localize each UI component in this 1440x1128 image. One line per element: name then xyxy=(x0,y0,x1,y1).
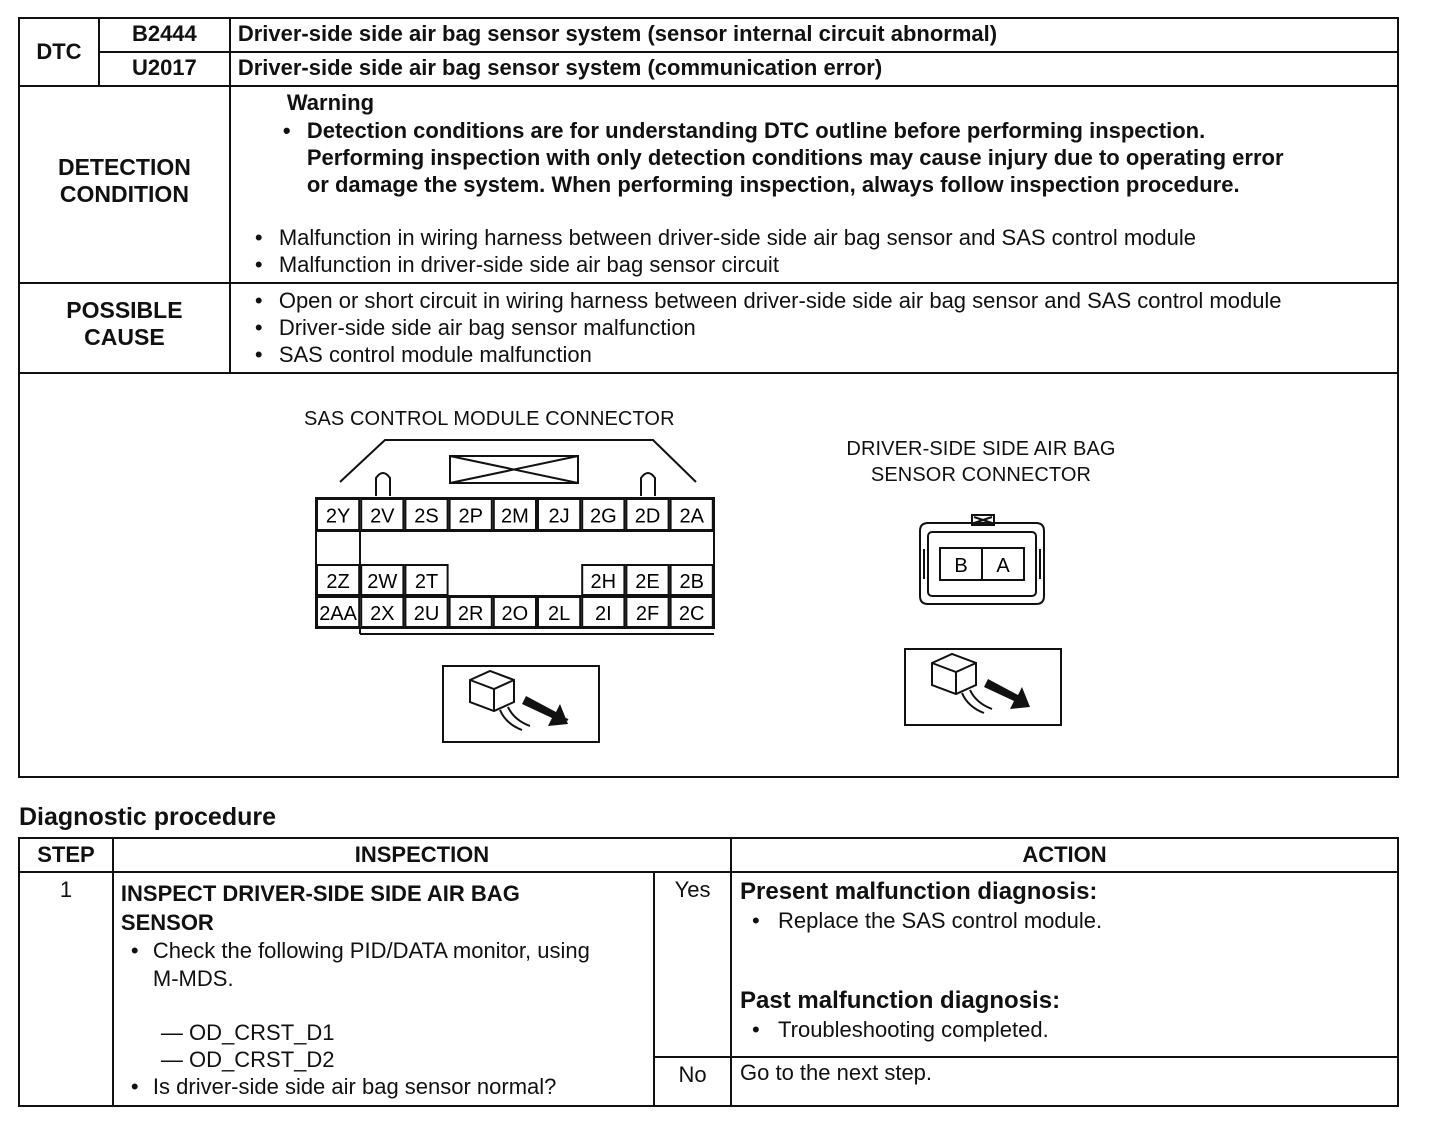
pid-item: — OD_CRST_D2 xyxy=(160,1047,335,1072)
sas-pin-label: 2I xyxy=(594,603,612,625)
detection-item: • Malfunction in wiring harness between driver-side side air bag sensor and SAS control module xyxy=(249,224,1397,251)
sas-guide-post-left xyxy=(376,473,390,496)
sas-pin-label: 2U xyxy=(413,603,440,625)
inspection-list xyxy=(121,937,647,993)
detection-list xyxy=(231,224,1397,282)
connector-figure xyxy=(19,373,1398,777)
sas-pin-label: 2F xyxy=(635,603,660,625)
inspection-title xyxy=(121,879,647,937)
sas-connector-diagram xyxy=(20,374,1398,778)
inspection-title-line2: SENSOR xyxy=(120,910,214,935)
sensor-caption-line2: SENSOR CONNECTOR xyxy=(870,464,1092,486)
sas-pin-label: 2L xyxy=(547,603,571,625)
dtc-label: DTC xyxy=(19,18,99,86)
sas-pin-label: 2R xyxy=(457,603,484,625)
sas-pin-label: 2W xyxy=(367,571,398,593)
sas-pin-label: 2O xyxy=(501,603,529,625)
warning-title: Warning xyxy=(286,90,375,115)
cause-item: • Driver-side side air bag sensor malfunction xyxy=(249,314,1397,341)
no-label: No xyxy=(654,1057,731,1106)
sas-pin-label: 2E xyxy=(635,571,660,593)
sas-pin-label: 2P xyxy=(458,505,483,528)
sas-pin-label: 2T xyxy=(414,571,439,593)
dtc-code: B2444 xyxy=(99,18,230,52)
sensor-pin-b: B xyxy=(954,555,968,577)
sensor-pin-a: A xyxy=(996,555,1010,577)
cause-item: • Open or short circuit in wiring harness between driver-side side air bag sensor and SAS control module xyxy=(249,287,1397,314)
sensor-connector-diagram xyxy=(920,515,1044,604)
past-diagnosis-list xyxy=(740,1016,1389,1043)
sas-pin-label: 2H xyxy=(590,571,617,593)
sas-pin-label: 2AA xyxy=(319,603,358,625)
present-diagnosis-item: • Replace the SAS control module. xyxy=(740,907,1389,934)
warning-line: • Detection conditions are for understanding DTC outline before performing inspection. xyxy=(306,118,1206,143)
dtc-row xyxy=(19,18,1398,52)
past-diagnosis-item: • Troubleshooting completed. xyxy=(740,1016,1389,1043)
sas-guide-post-right xyxy=(641,473,655,496)
cause-label-line1: POSSIBLE xyxy=(66,297,183,323)
sas-pin-label: 2S xyxy=(414,505,439,528)
inspection-title-line1: INSPECT DRIVER-SIDE SIDE AIR BAG xyxy=(120,881,520,906)
dtc-description: Driver-side side air bag sensor system (communication error) xyxy=(230,52,1398,86)
procedure-header-row xyxy=(19,838,1398,872)
sas-pin-label: 2M xyxy=(501,505,529,528)
yes-action xyxy=(731,872,1398,1057)
cause-row xyxy=(19,283,1398,373)
warning-line: or damage the system. When performing inspection, always follow inspection procedure. xyxy=(306,172,1240,197)
detection-label-line2: CONDITION xyxy=(59,180,189,207)
sas-pin-label: 2J xyxy=(548,505,570,528)
inspection-list xyxy=(121,1073,647,1105)
inspection-item-line: M-MDS. xyxy=(152,966,234,991)
detection-content xyxy=(230,86,1398,283)
yes-label: Yes xyxy=(654,872,731,1057)
dtc-description: Driver-side side air bag sensor system (sensor internal circuit abnormal) xyxy=(230,18,1398,52)
step-number: 1 xyxy=(19,872,113,1106)
sas-pin-label: 2Y xyxy=(325,505,351,528)
warning-line: Performing inspection with only detection conditions may cause injury due to operating error xyxy=(306,145,1284,170)
detection-label xyxy=(19,86,230,283)
warning-item xyxy=(277,117,1387,198)
sensor-caption-line1: DRIVER-SIDE SIDE AIR BAG xyxy=(846,438,1116,460)
cause-item: • SAS control module malfunction xyxy=(249,341,1397,368)
dtc-code: U2017 xyxy=(99,52,230,86)
terminal-view-icon xyxy=(905,649,1061,725)
inspection-item-line: • Check the following PID/DATA monitor, using xyxy=(152,938,590,963)
sas-pin-label: 2C xyxy=(678,603,705,625)
past-diagnosis-title: Past malfunction diagnosis: xyxy=(740,987,1061,1014)
dtc-row xyxy=(19,52,1398,86)
cause-content xyxy=(230,283,1398,373)
no-action: Go to the next step. xyxy=(731,1057,1398,1106)
pid-list xyxy=(161,1019,647,1073)
dtc-table xyxy=(18,17,1399,778)
figure-row xyxy=(19,373,1398,777)
sas-pin-label: 2Z xyxy=(326,571,350,593)
sas-pin-grid xyxy=(317,499,713,627)
inspection-item xyxy=(121,937,647,993)
cause-label xyxy=(19,283,230,373)
warning-block xyxy=(231,87,1397,198)
step-inspection xyxy=(113,872,654,1106)
procedure-table xyxy=(18,837,1399,1107)
pid-item: — OD_CRST_D1 xyxy=(160,1020,335,1045)
header-action: ACTION xyxy=(731,838,1398,872)
sas-pin-label: 2D xyxy=(634,505,661,528)
sas-pin-label: 2A xyxy=(679,505,704,528)
cause-list xyxy=(231,284,1397,372)
sas-pin-label: 2V xyxy=(370,505,395,528)
present-diagnosis-title: Present malfunction diagnosis: xyxy=(740,878,1098,905)
detection-item: • Malfunction in driver-side side air bag sensor circuit xyxy=(249,251,1397,278)
detection-label-line1: DETECTION xyxy=(57,153,191,180)
arrow-icon xyxy=(522,696,568,726)
warning-list xyxy=(277,117,1387,198)
sas-pin-label: 2B xyxy=(679,571,704,593)
terminal-view-icon xyxy=(443,666,599,742)
header-inspection: INSPECTION xyxy=(113,838,731,872)
inspection-item: • Is driver-side side air bag sensor normal? xyxy=(121,1073,647,1101)
present-diagnosis-list xyxy=(740,907,1389,934)
sas-pin-label: 2G xyxy=(589,505,617,528)
procedure-step-row xyxy=(19,872,1398,1057)
sas-pin-label: 2X xyxy=(370,603,395,625)
sas-connector-caption: SAS CONTROL MODULE CONNECTOR xyxy=(304,408,675,430)
detection-row xyxy=(19,86,1398,283)
header-step: STEP xyxy=(19,838,113,872)
cause-label-line2: CAUSE xyxy=(84,324,165,350)
arrow-icon xyxy=(984,679,1030,709)
diagnostic-procedure-title: Diagnostic procedure xyxy=(19,803,276,831)
